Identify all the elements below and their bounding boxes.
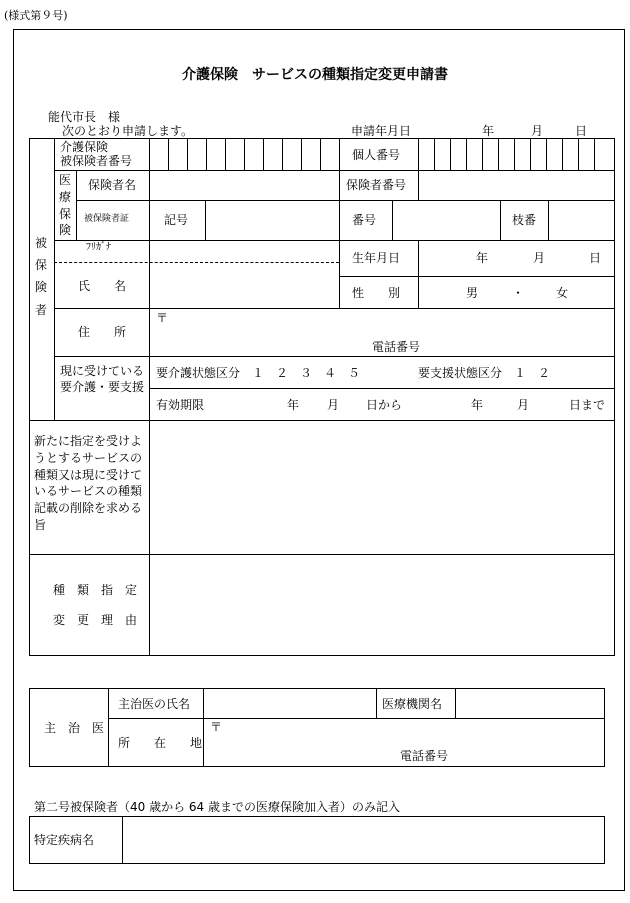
insurer-name-label: 保険者名: [88, 178, 137, 192]
validity-from-year: 年: [287, 398, 300, 412]
medical-insurance-label: 医療保険: [58, 173, 71, 238]
change-reason-field[interactable]: [150, 555, 614, 655]
disease-field[interactable]: [123, 817, 604, 863]
application-date-label: 申請年月日: [351, 124, 412, 138]
addressee: 能代市長 様: [48, 110, 121, 124]
service-request-label: 新たに指定を受けようとするサービスの種類又は現に受けているサービスの種類記載の削除を求める旨: [34, 434, 143, 532]
symbol-label: 記号: [164, 213, 189, 227]
application-month: 月: [531, 124, 544, 138]
sex-female: 女: [556, 286, 569, 300]
application-year: 年: [482, 124, 495, 138]
physician-postal-mark: 〒: [210, 720, 223, 734]
branch-label: 枝番: [512, 213, 537, 227]
change-reason-label-1: 種 類 指 定: [53, 583, 138, 597]
furigana-label: ﾌﾘｶﾞﾅ: [86, 242, 111, 253]
birth-year: 年: [476, 251, 489, 265]
care-level-label: 現に受けている要介護・要支援: [60, 364, 145, 395]
validity-to-month: 月: [517, 398, 530, 412]
physician-name-label: 主治医の氏名: [118, 697, 191, 711]
phone-label: 電話番号: [372, 340, 421, 354]
location-label: 所 在 地: [118, 736, 203, 750]
sex-separator: ・: [512, 286, 525, 300]
validity-to-year: 年: [471, 398, 484, 412]
sex-male: 男: [466, 286, 479, 300]
personal-number-label: 個人番号: [352, 148, 401, 162]
service-request-field[interactable]: [150, 421, 614, 553]
birth-day: 日: [589, 251, 602, 265]
disease-label: 特定疾病名: [34, 833, 95, 847]
page-title: 介護保険 サービスの種類指定変更申請書: [182, 67, 448, 83]
support-level-row: 要支援状態区分 １ ２: [418, 366, 551, 380]
validity-from-month: 月: [327, 398, 340, 412]
name-label: 氏 名: [78, 279, 127, 293]
physician-phone-label: 電話番号: [400, 749, 449, 763]
validity-label: 有効期限: [156, 398, 205, 412]
insurer-number-label: 保険者番号: [346, 178, 407, 192]
change-reason-label-2: 変 更 理 由: [53, 613, 138, 627]
number-label: 番号: [352, 213, 377, 227]
postal-mark: 〒: [156, 311, 169, 325]
physician-label: 主 治 医: [44, 721, 105, 735]
validity-to-day: 日まで: [569, 398, 606, 412]
insured-number-label-1: 介護保険: [60, 140, 109, 154]
sex-label: 性 別: [352, 286, 401, 300]
birth-label: 生年月日: [352, 251, 401, 265]
form-number: (様式第９号): [4, 9, 68, 22]
care-level-row: 要介護状態区分 １ ２ ３ ４ ５: [156, 366, 361, 380]
institution-label: 医療機関名: [382, 697, 443, 711]
intro-text: 次のとおり申請します。: [62, 124, 194, 138]
second-insured-note: 第二号被保険者（40 歳から 64 歳までの医療保険加入者）のみ記入: [34, 800, 400, 814]
physician-table: [29, 688, 605, 767]
insured-number-label-2: 被保険者番号: [60, 154, 133, 168]
birth-month: 月: [533, 251, 546, 265]
insured-vertical-label: 被保険者: [34, 236, 47, 317]
insured-card-label: 被保険者証: [84, 214, 130, 224]
address-label: 住 所: [78, 325, 127, 339]
validity-from-day: 日から: [366, 398, 403, 412]
application-day: 日: [575, 124, 588, 138]
